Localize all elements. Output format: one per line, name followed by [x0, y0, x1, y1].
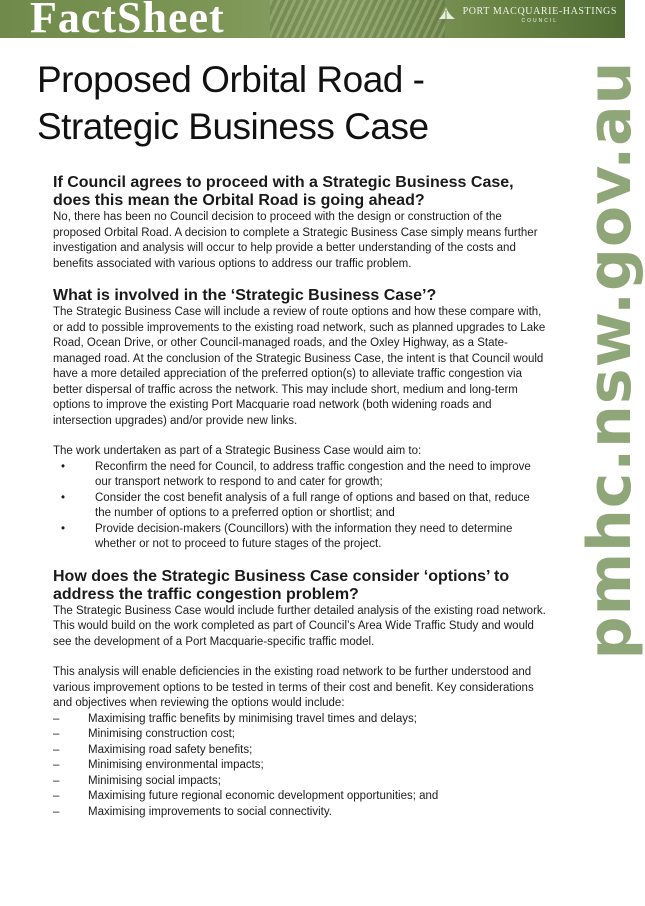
council-subtitle: COUNCIL: [521, 18, 559, 24]
list-item: [53, 727, 547, 743]
dash-marker: –: [53, 743, 60, 756]
list-item-text: Minimising construction cost;: [88, 728, 235, 740]
list-item-text: Provide decision-makers (Councillors) with the information they need to determine whether or not to proceed to future stages of the project.: [95, 522, 513, 550]
section-heading: How does the Strategic Business Case consider ‘options’ to address the traffic congestion problem?: [53, 567, 510, 603]
website-url[interactable]: pmhc.nsw.gov.au: [575, 60, 645, 660]
list-item-text: Maximising improvements to social connectivity.: [88, 805, 332, 818]
dash-marker: –: [53, 728, 60, 740]
list-item-text: Minimising environmental impacts;: [88, 759, 264, 771]
section-paragraph: This analysis will enable deficiencies in the existing road network to be further understood and various improvement options to be tested in terms of their cost and benefit. Key considerations and objectives when reviewing the options would include:: [53, 666, 534, 709]
list-item-text: Minimising social impacts;: [88, 774, 221, 787]
section-heading: If Council agrees to proceed with a Strategic Business Case, does this mean the Orbital Road is going ahead?: [53, 174, 514, 209]
council-leaf-logo-icon: [437, 6, 457, 20]
dash-marker: –: [53, 805, 60, 818]
factsheet-label: FactSheet: [30, 0, 225, 42]
bullet-marker: •: [61, 460, 66, 473]
list-item: [53, 743, 547, 759]
factsheet-banner: [0, 0, 625, 42]
fact-sheet-body: [53, 174, 547, 820]
dash-marker: –: [53, 712, 60, 725]
list-item: [53, 774, 547, 790]
section-paragraph: No, there has been no Council decision to proceed with the design or construction of the proposed Orbital Road. A decision to complete a Strategic Business Case simply means further investigation and analysis will occur to help provide a better understanding of the costs and benefits associated with various options to address our traffic problem.: [53, 211, 538, 270]
list-item: [53, 460, 547, 491]
section-paragraph: The Strategic Business Case would include further detailed analysis of the existing road network. This would build on the work completed as part of Council’s Area Wide Traffic Study and would see the development of a Port Macquarie-specific traffic model.: [53, 604, 546, 648]
section-heading: What is involved in the ‘Strategic Business Case’?: [53, 287, 437, 304]
list-item-text: Maximising future regional economic development opportunities; and: [88, 790, 439, 802]
banner-texture: [270, 0, 445, 38]
council-logo: [463, 6, 617, 24]
bullet-marker: •: [61, 491, 66, 504]
list-item: [53, 522, 547, 553]
list-item-text: Consider the cost benefit analysis of a full range of options and based on that, reduce the number of options to a preferred option or shortlist; and: [95, 491, 530, 519]
list-item: [53, 758, 547, 774]
list-item: [53, 805, 547, 821]
list-item: [53, 491, 547, 522]
section-paragraph: The Strategic Business Case will include a review of route options and how these compare with, or add to possible improvements to the existing road network, such as planned upgrades to Lake Road, Ocean Drive, or other Council-managed roads, and the Oxley Highway, as a State-managed road. At the conclusion of the Strategic Business Case, the intent is that Council would have a more detailed appreciation of the preferred option(s) to alleviate traffic congestion via better dispersal of traffic across the network. This may include short, medium and long-term options to improve the existing Port Macquarie road network (both widening roads and intersection upgrades) and/or provide new links.: [53, 306, 546, 427]
objectives-list: [53, 712, 547, 821]
section-paragraph: The work undertaken as part of a Strategic Business Case would aim to:: [53, 445, 422, 457]
bullet-marker: •: [61, 522, 66, 535]
dash-marker: –: [53, 759, 60, 771]
dash-marker: –: [53, 790, 60, 802]
page-title: Proposed Orbital Road - Strategic Business Case: [37, 59, 429, 147]
list-item: [53, 712, 547, 728]
list-item: [53, 789, 547, 805]
list-item-text: Maximising road safety benefits;: [88, 743, 253, 756]
dash-marker: –: [53, 774, 60, 787]
list-item-text: Reconfirm the need for Council, to address traffic congestion and the need to improve our transport network to respond to and cater for growth;: [95, 460, 531, 488]
aims-list: [53, 460, 547, 553]
council-name: PORT MACQUARIE-HASTINGS: [462, 6, 617, 17]
list-item-text: Maximising traffic benefits by minimising travel times and delays;: [88, 712, 417, 725]
